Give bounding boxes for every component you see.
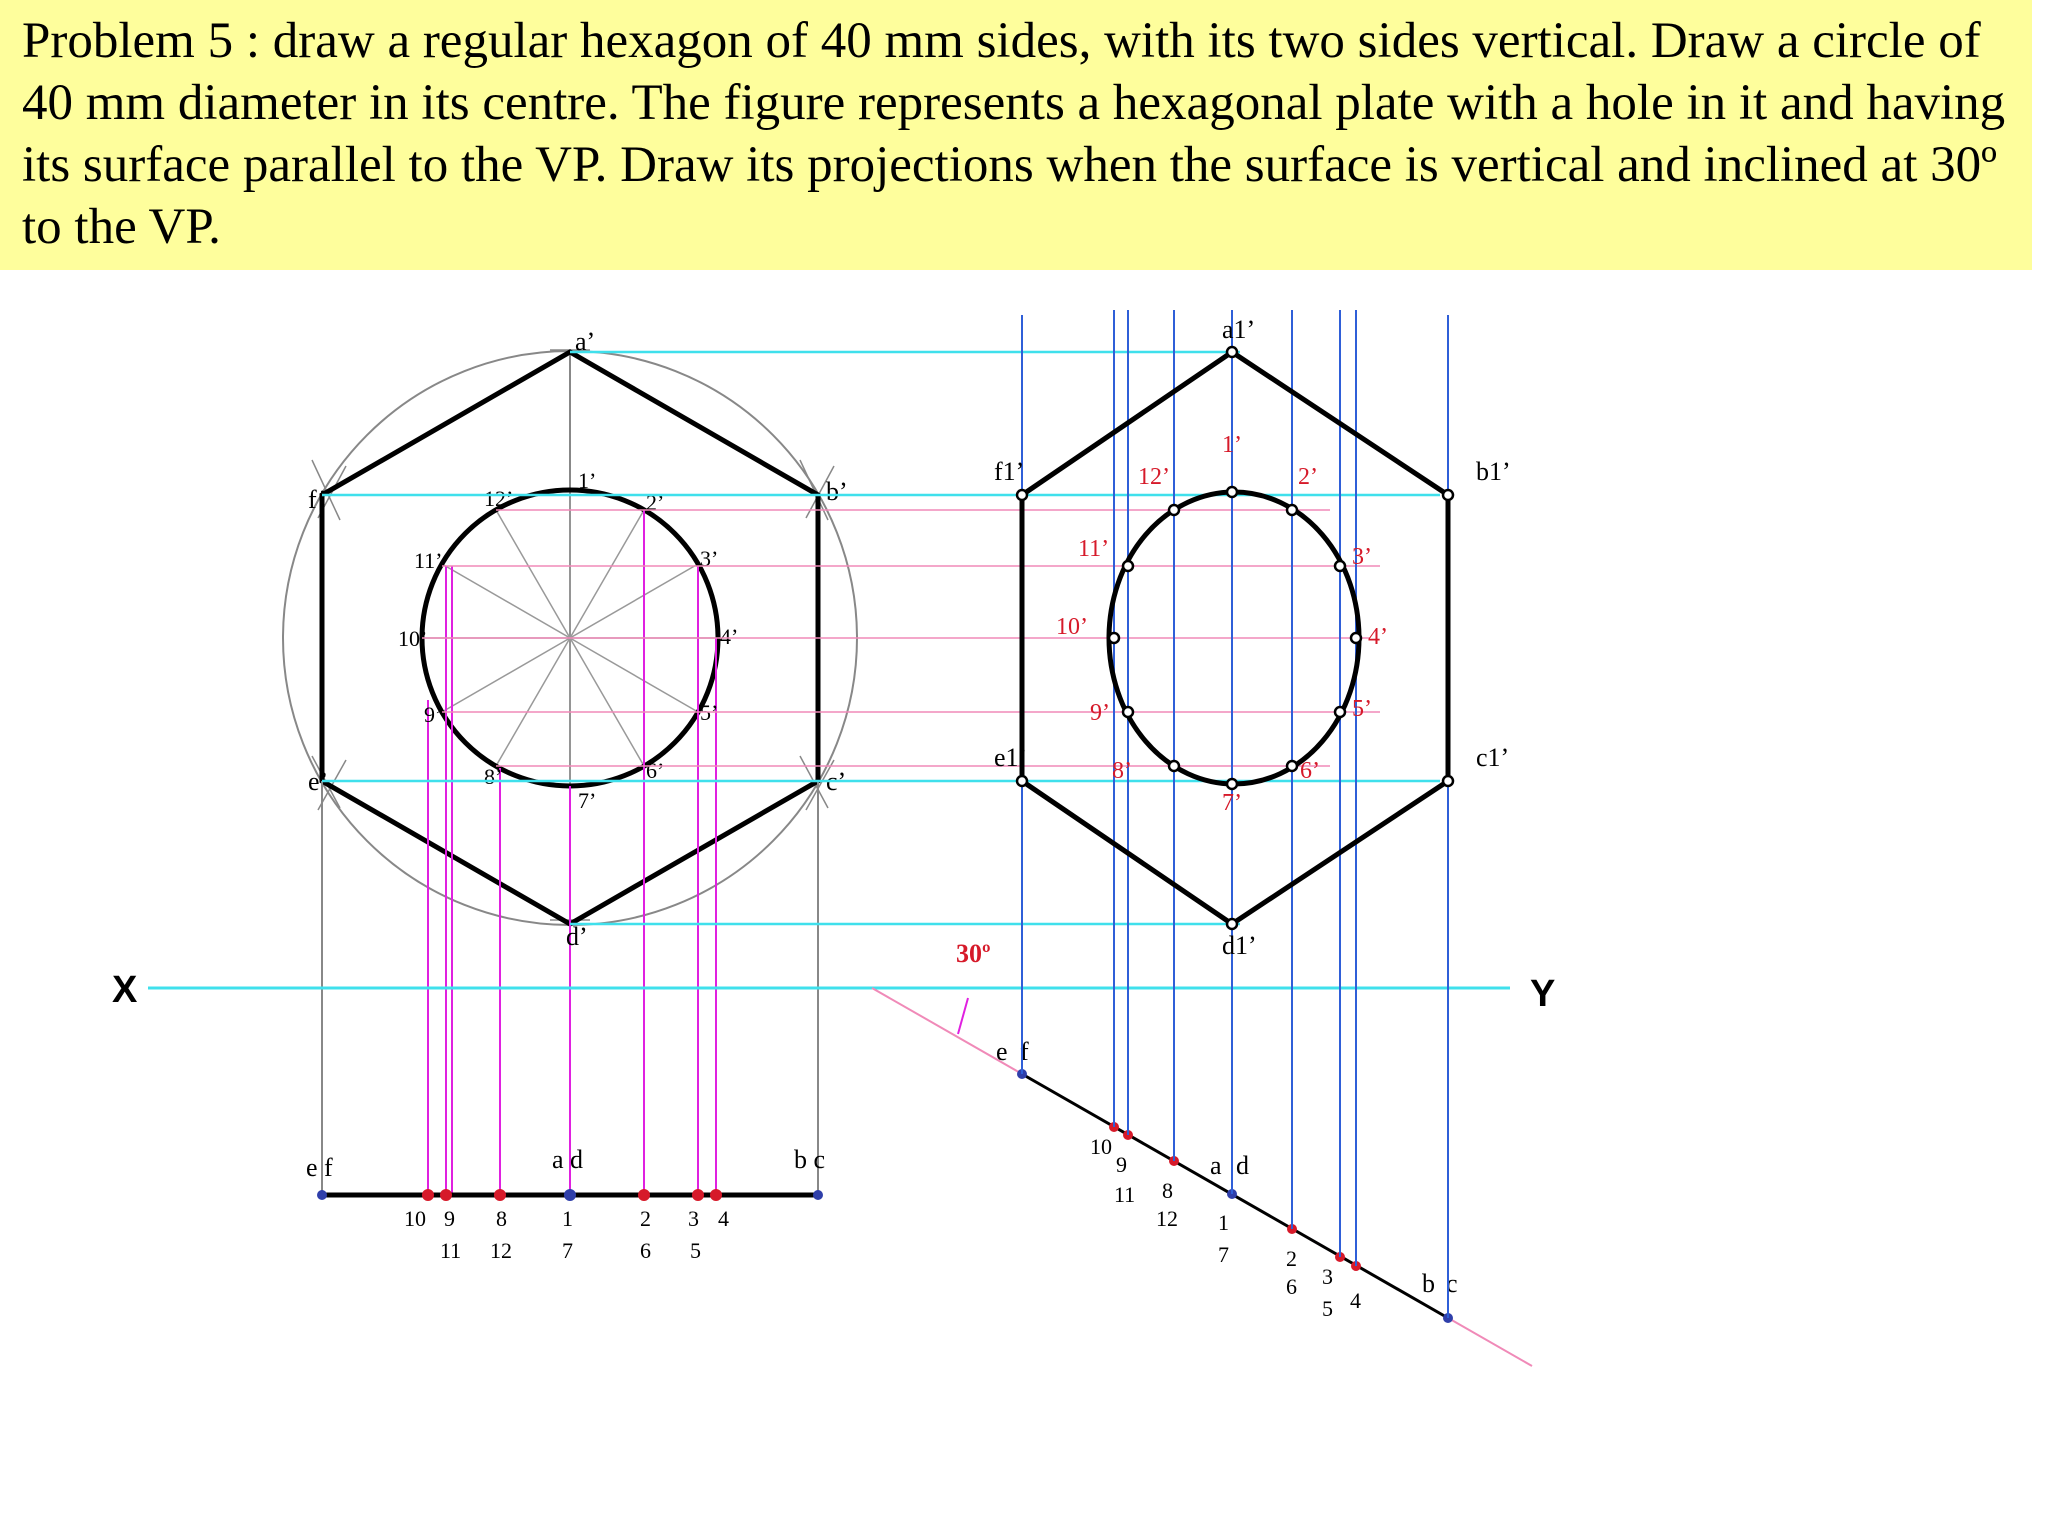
front-view-final (994, 310, 1511, 1318)
label-d-prime: d’ (566, 922, 588, 951)
label-1-final-front: 1’ (1222, 432, 1242, 458)
label-pt-7: 7 (562, 1238, 573, 1263)
problem-statement: Problem 5 : draw a regular hexagon of 40 mm sides, with its two sides vertical. Draw a circle of 40 mm diameter in its centre. The figure represents a hexagonal plate with a hole in it and having its surface parallel to the VP. Draw its projections when the surface is vertical and inclined at 30º to the VP. (22, 13, 2006, 255)
label-e-prime: e’ (308, 767, 329, 796)
label-e-final: e (996, 1037, 1008, 1066)
label-9-final: 9 (1116, 1152, 1127, 1177)
label-4-final: 4 (1350, 1288, 1361, 1313)
label-9-prime: 9’ (424, 702, 443, 727)
label-10-final-front: 10’ (1056, 614, 1088, 640)
label-pt-11: 11 (440, 1238, 462, 1263)
label-pt-2: 2 (640, 1206, 651, 1231)
label-c-final: c (1446, 1269, 1458, 1298)
label-2-final: 2 (1286, 1246, 1297, 1271)
angle-arrow (958, 998, 968, 1034)
top-view-inclined (872, 939, 1532, 1366)
x-label: X (112, 969, 138, 1011)
label-ef: e f (306, 1153, 333, 1182)
label-12-prime: 12’ (484, 486, 514, 511)
label-7-prime: 7’ (578, 788, 597, 813)
label-2-prime: 2’ (646, 490, 665, 515)
label-5-final: 5 (1322, 1296, 1333, 1321)
pink-projectors (422, 510, 1380, 766)
label-9-final-front: 9’ (1090, 700, 1110, 726)
label-pt-10: 10 (404, 1206, 426, 1231)
label-4-prime: 4’ (720, 624, 739, 649)
label-12-final-front: 12’ (1138, 464, 1170, 490)
label-1-prime: 1’ (578, 468, 597, 493)
angle-label: 30º (956, 939, 991, 968)
label-pt-8: 8 (496, 1206, 507, 1231)
label-pt-3: 3 (688, 1206, 699, 1231)
label-7-final: 7 (1218, 1242, 1229, 1267)
label-a-final: a (1210, 1151, 1222, 1180)
label-f-prime: f’ (308, 485, 327, 514)
label-8-prime: 8’ (484, 764, 503, 789)
label-c-prime: c’ (826, 767, 847, 796)
label-pt-1: 1 (562, 1206, 573, 1231)
label-5-final-front: 5’ (1352, 696, 1372, 722)
label-6-final-front: 6’ (1300, 758, 1320, 784)
label-f-final: f (1020, 1037, 1029, 1066)
label-11-final-front: 11’ (1078, 536, 1110, 562)
label-6-final: 6 (1286, 1274, 1297, 1299)
label-ad: a d (552, 1145, 584, 1174)
label-d1-prime: d1’ (1222, 931, 1257, 960)
label-b1-prime: b1’ (1476, 457, 1511, 486)
label-bc: b c (794, 1145, 826, 1174)
label-b-final: b (1422, 1269, 1435, 1298)
label-pt-12: 12 (490, 1238, 512, 1263)
label-3-final-front: 3’ (1352, 544, 1372, 570)
y-label: Y (1530, 973, 1556, 1015)
label-6-prime: 6’ (646, 758, 665, 783)
label-7-final-front: 7’ (1222, 790, 1242, 816)
label-3-prime: 3’ (700, 546, 719, 571)
label-10-final: 10 (1090, 1134, 1112, 1159)
front-view (283, 327, 857, 1195)
label-pt-6: 6 (640, 1238, 651, 1263)
label-5-prime: 5’ (700, 700, 719, 725)
label-c1-prime: c1’ (1476, 743, 1510, 772)
label-a1-prime: a1’ (1222, 315, 1256, 344)
label-8-final: 8 (1162, 1178, 1173, 1203)
label-4-final-front: 4’ (1368, 624, 1388, 650)
label-1-final: 1 (1218, 1210, 1229, 1235)
top-view-initial (306, 1145, 825, 1263)
label-d-final: d (1236, 1151, 1249, 1180)
label-12-final: 12 (1156, 1206, 1178, 1231)
label-2-final-front: 2’ (1298, 464, 1318, 490)
label-11-final: 11 (1114, 1182, 1136, 1207)
label-a-prime: a’ (575, 327, 596, 356)
label-11-prime: 11’ (414, 548, 443, 573)
label-10-prime: 10’ (398, 626, 428, 651)
label-f1-prime: f1’ (994, 457, 1025, 486)
label-e1-prime: e1’ (994, 743, 1028, 772)
label-8-final-front: 8’ (1112, 758, 1132, 784)
label-b-prime: b’ (826, 477, 848, 506)
construction-arcs (312, 350, 834, 920)
label-pt-4: 4 (718, 1206, 729, 1231)
magenta-projectors (428, 510, 719, 1195)
label-pt-5: 5 (690, 1238, 701, 1263)
label-3-final: 3 (1322, 1264, 1333, 1289)
label-pt-9: 9 (444, 1206, 455, 1231)
